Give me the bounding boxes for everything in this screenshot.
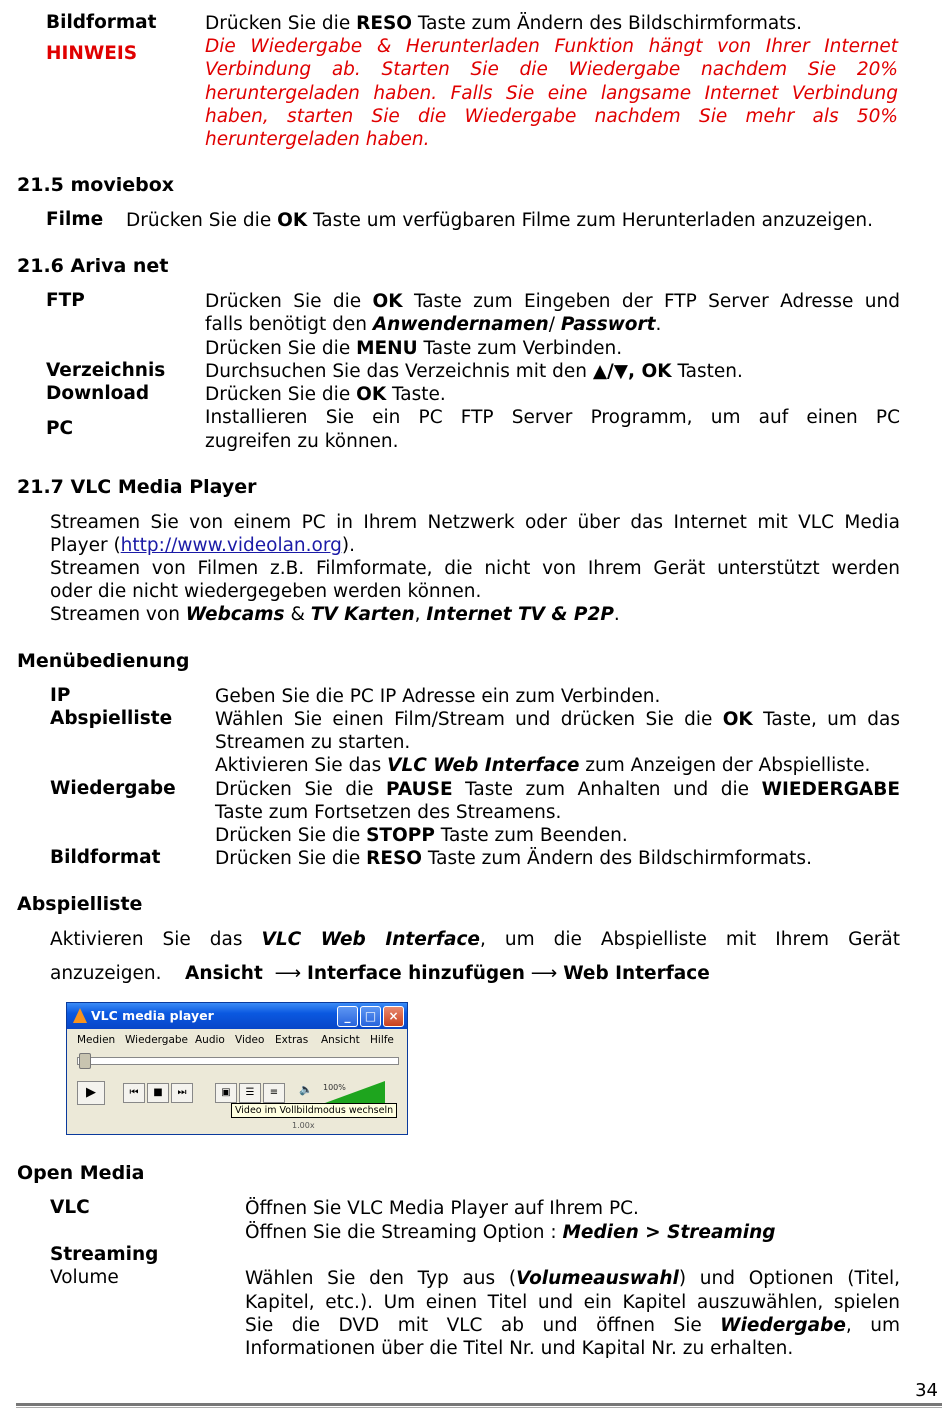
abspiel-line-1: Wählen Sie einen Film/Stream und drücken Sie die OK Taste, um das — [215, 709, 900, 730]
wiedergabe-line-3: Drücken Sie die STOPP Taste zum Beenden. — [215, 825, 628, 846]
bildformat-label: Bildformat — [46, 12, 157, 33]
abspielliste-line-2: anzuzeigen. Ansicht ⟶ Interface hinzufügen ⟶ Web Interface — [50, 963, 710, 984]
vlc-menu-ansicht[interactable]: Ansicht — [321, 1034, 360, 1046]
volume-line-3: Sie die DVD mit VLC ab und öffnen Sie Wiedergabe, um — [245, 1315, 900, 1336]
speaker-icon[interactable]: 🔈 — [299, 1083, 313, 1096]
download-label: Download — [46, 383, 150, 404]
pc-line-1: Installieren Sie ein PC FTP Server Programm, um auf einen PC — [205, 407, 900, 428]
play-icon: ▶ — [86, 1085, 96, 1100]
maximize-button[interactable]: □ — [360, 1006, 381, 1027]
ftp-line-1: Drücken Sie die OK Taste zum Eingeben der FTP Server Adresse und — [205, 291, 900, 312]
vlc-p2-line-2: oder die nicht wiedergegeben werden können. — [50, 581, 482, 602]
hinweis-line-4: haben, starten Sie die Wiedergabe nachdem Sie mehr als 50% — [205, 106, 898, 127]
close-button[interactable]: × — [383, 1006, 404, 1027]
abspiel-line-2: Streamen zu starten. — [215, 732, 411, 753]
download-text: Drücken Sie die OK Taste. — [205, 384, 446, 405]
next-button[interactable] — [171, 1083, 193, 1103]
prev-icon: ⏮ — [129, 1087, 139, 1098]
verzeichnis-text: Durchsuchen Sie das Verzeichnis mit den ▲/▼, OK Tasten. — [205, 361, 743, 382]
volume-line-1: Wählen Sie den Typ aus (Volumeauswahl) und Optionen (Titel, — [245, 1268, 900, 1289]
menu-bildformat-label: Bildformat — [50, 847, 161, 868]
filme-text: Drücken Sie die OK Taste um verfügbaren Filme zum Herunterladen anzuzeigen. — [126, 210, 874, 231]
vlc-p3: Streamen von Webcams & TV Karten, Internet TV & P2P. — [50, 604, 620, 625]
heading-moviebox: 21.5 moviebox — [17, 174, 175, 196]
stop-button[interactable] — [147, 1083, 169, 1103]
next-icon: ⏭ — [177, 1087, 187, 1098]
wiedergabe-label: Wiedergabe — [50, 778, 176, 799]
vlc-menu-audio[interactable]: Audio — [195, 1034, 225, 1046]
vlc-menu-wiedergabe[interactable]: Wiedergabe — [125, 1034, 189, 1046]
menu-bildformat-text: Drücken Sie die RESO Taste zum Ändern des Bildschirmformats. — [215, 848, 812, 869]
bildformat-text: Drücken Sie die RESO Taste zum Ändern des Bildschirmformats. — [205, 13, 802, 34]
hinweis-line-5: heruntergeladen haben. — [205, 129, 430, 150]
playlist-button[interactable] — [239, 1083, 261, 1103]
heading-ariva-net: 21.6 Ariva net — [17, 255, 169, 277]
videolan-link[interactable]: http://www.videolan.org — [120, 535, 342, 556]
streaming-label: Streaming — [50, 1244, 159, 1265]
hinweis-line-3: heruntergeladen haben. Falls Sie eine langsame Internet Verbindung — [205, 83, 898, 104]
vlc-open-text: Öffnen Sie VLC Media Player auf Ihrem PC. — [245, 1198, 639, 1219]
ip-text: Geben Sie die PC IP Adresse ein zum Verbinden. — [215, 686, 661, 707]
play-button[interactable] — [77, 1081, 105, 1105]
volume-label: Volume — [50, 1267, 119, 1288]
menu-path-interface: Interface hinzufügen — [307, 963, 525, 984]
vlc-window-screenshot — [66, 1002, 408, 1135]
pc-label: PC — [46, 418, 74, 439]
heading-open-media: Open Media — [17, 1162, 145, 1184]
vlc-p1-line-1: Streamen Sie von einem PC in Ihrem Netzwerk oder über das Internet mit VLC Media — [50, 512, 900, 533]
streaming-text: Öffnen Sie die Streaming Option : Medien > Streaming — [245, 1222, 776, 1243]
menu-path-web-interface: Web Interface — [563, 963, 710, 984]
hinweis-line-2: Verbindung ab. Starten Sie die Wiedergabe nachdem Sie 20% — [205, 59, 898, 80]
vlc-menu-hilfe[interactable]: Hilfe — [370, 1034, 394, 1046]
footer-rule-thin — [16, 1407, 942, 1408]
abspielliste-label: Abspielliste — [50, 708, 173, 729]
vlc-label: VLC — [50, 1197, 90, 1218]
vlc-title: VLC media player — [91, 1008, 214, 1023]
volume-value: 100% — [323, 1083, 346, 1092]
ftp-line-2: falls benötigt den Anwendernamen/ Passwort. — [205, 314, 662, 335]
footer-rule — [16, 1403, 942, 1406]
abspielliste-line-1: Aktivieren Sie das VLC Web Interface, um die Abspielliste mit Ihrem Gerät — [50, 929, 900, 950]
wiedergabe-line-1: Drücken Sie die PAUSE Taste zum Anhalten und die WIEDERGABE — [215, 779, 900, 800]
volume-line-2: Kapitel, etc.). Um einen Titel und ein Kapitel auszuwählen, spielen — [245, 1292, 900, 1313]
ip-label: IP — [50, 685, 71, 706]
vlc-menu-bar — [67, 1030, 407, 1050]
vlc-menu-video[interactable]: Video — [235, 1034, 265, 1046]
vlc-menu-extras[interactable]: Extras — [275, 1034, 309, 1046]
ftp-line-3: Drücken Sie die MENU Taste zum Verbinden. — [205, 338, 623, 359]
hinweis-line-1: Die Wiedergabe & Herunterladen Funktion hängt von Ihrer Internet — [205, 36, 898, 57]
stop-icon: ■ — [153, 1087, 163, 1098]
menu-path-ansicht: Ansicht — [185, 963, 263, 984]
fullscreen-icon: ▣ — [221, 1087, 231, 1098]
vlc-seek-bar[interactable] — [77, 1057, 399, 1065]
arrow-icon: ⟶ — [274, 963, 302, 984]
vlc-cone-icon — [73, 1008, 87, 1023]
hinweis-label: HINWEIS — [46, 43, 138, 64]
vlc-menu-medien[interactable]: Medien — [77, 1034, 116, 1046]
fullscreen-button[interactable] — [215, 1083, 237, 1103]
vlc-p2-line-1: Streamen von Filmen z.B. Filmformate, die nicht von Ihrem Gerät unterstützt werden — [50, 558, 900, 579]
arrow-icon: ⟶ — [530, 963, 558, 984]
page-number: 34 — [915, 1380, 938, 1401]
minimize-button[interactable]: _ — [337, 1006, 358, 1027]
pc-line-2: zugreifen zu können. — [205, 431, 399, 452]
heading-menuebedienung: Menübedienung — [17, 650, 190, 672]
equalizer-button[interactable] — [263, 1083, 285, 1103]
playback-speed: 1.00x — [292, 1121, 315, 1130]
heading-vlc-media-player: 21.7 VLC Media Player — [17, 476, 257, 498]
prev-button[interactable] — [123, 1083, 145, 1103]
filme-label: Filme — [46, 209, 104, 230]
ftp-label: FTP — [46, 290, 85, 311]
abspiel-line-3: Aktivieren Sie das VLC Web Interface zum Anzeigen der Abspielliste. — [215, 755, 871, 776]
volume-line-4: Informationen über die Titel Nr. und Kapital Nr. zu erhalten. — [245, 1338, 794, 1359]
fullscreen-tooltip: Video im Vollbildmodus wechseln — [231, 1103, 397, 1118]
playlist-icon: ☰ — [245, 1087, 255, 1098]
vlc-p1-line-2: Player (http://www.videolan.org). — [50, 535, 355, 556]
heading-abspielliste: Abspielliste — [17, 893, 143, 915]
vlc-seek-handle[interactable] — [79, 1053, 91, 1069]
vlc-title-bar — [67, 1003, 407, 1029]
verzeichnis-label: Verzeichnis — [46, 360, 166, 381]
equalizer-icon: ≡ — [269, 1087, 279, 1098]
wiedergabe-line-2: Taste zum Fortsetzen des Streamens. — [215, 802, 562, 823]
